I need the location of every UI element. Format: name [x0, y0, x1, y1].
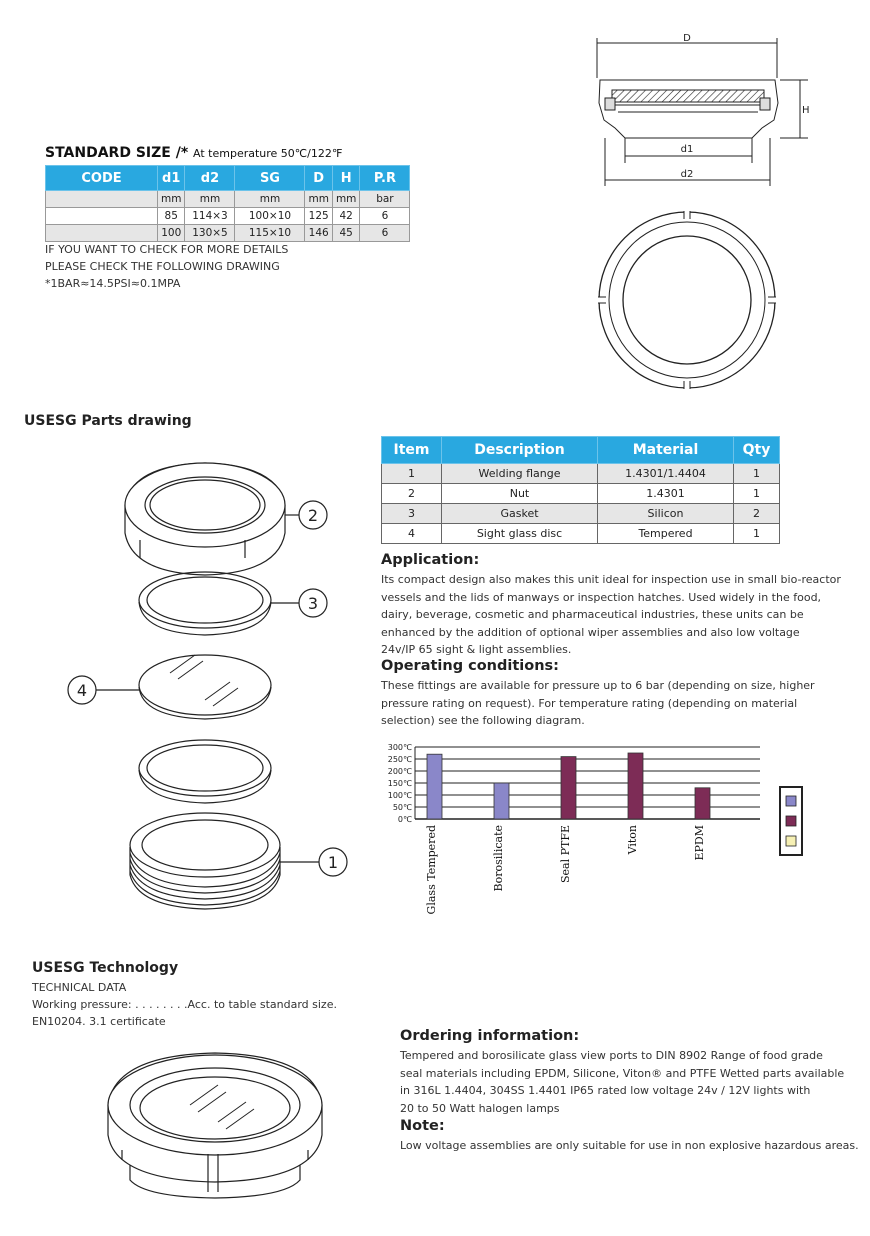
bar-borosilicate — [494, 783, 509, 819]
callout-4: 4 — [76, 681, 88, 700]
note-line: PLEASE CHECK THE FOLLOWING DRAWING — [45, 260, 280, 273]
note-line: IF YOU WANT TO CHECK FOR MORE DETAILS — [45, 243, 289, 256]
label-d1: d1 — [680, 144, 694, 155]
table-cell — [46, 208, 158, 225]
table-cell: Sight glass disc — [442, 524, 598, 544]
text-line: Tempered and borosilicate glass view ports to DIN 8902 Range of food grade — [400, 1049, 823, 1062]
nut-inner-ring — [623, 236, 751, 364]
table-cell: 2 — [382, 484, 442, 504]
x-category-label: Borosilicate — [492, 825, 505, 892]
table-cell: 45 — [332, 225, 359, 242]
bar-viton — [628, 753, 643, 819]
unit-cell: mm — [332, 191, 359, 208]
parts-exploded-drawing — [60, 455, 360, 915]
table-cell: Nut — [442, 484, 598, 504]
operating-title: Operating conditions: — [381, 658, 559, 674]
table-cell: 146 — [305, 225, 332, 242]
unit-cell: mm — [235, 191, 305, 208]
table-cell: 1.4301 — [598, 484, 734, 504]
unit-cell: mm — [185, 191, 235, 208]
unit-cell: mm — [158, 191, 185, 208]
y-tick-label: 200℃ — [387, 767, 412, 776]
table-cell: Silicon — [598, 504, 734, 524]
callout-3: 3 — [307, 594, 319, 613]
table-row — [46, 225, 410, 242]
col-header: SG — [235, 166, 305, 191]
table-cell: 4 — [382, 524, 442, 544]
text-line: Its compact design also makes this unit ideal for inspection use in small bio-reactor — [381, 573, 841, 586]
label-D: D — [683, 33, 691, 44]
nut-outer-ring — [599, 212, 775, 388]
table-row — [382, 464, 780, 484]
y-tick-label: 50℃ — [392, 803, 412, 812]
callout-2: 2 — [307, 506, 319, 525]
y-tick-label: 300℃ — [387, 743, 412, 752]
note-title: Note: — [400, 1118, 445, 1134]
table-cell: 115×10 — [235, 225, 305, 242]
table-cell: Welding flange — [442, 464, 598, 484]
bar-seal-ptfe — [561, 757, 576, 819]
table-cell — [46, 225, 158, 242]
parts-table — [381, 436, 780, 544]
y-tick-label: 0℃ — [397, 815, 412, 824]
table-header-row — [46, 166, 410, 191]
parts-drawing-title: USESG Parts drawing — [24, 413, 192, 429]
col-header: d1 — [158, 166, 185, 191]
table-cell: Tempered — [598, 524, 734, 544]
table-cell: 100×10 — [235, 208, 305, 225]
table-cell: 2 — [734, 504, 780, 524]
text-line: pressure rating on request). For temperature rating (depending on material — [381, 696, 798, 710]
text-line: in 316L 1.4404, 304SS 1.4401 IP65 rated low voltage 24v / 12V lights with — [400, 1084, 811, 1097]
welding-flange-part — [130, 813, 280, 909]
standard-size-notes — [45, 241, 288, 292]
technology-text — [32, 979, 337, 1030]
text-line: selection) see the following diagram. — [381, 714, 585, 727]
standard-size-heading — [45, 145, 342, 161]
unit-cell: bar — [360, 191, 410, 208]
x-category-label: Glass Tempered — [425, 825, 438, 915]
y-tick-label: 250℃ — [387, 755, 412, 764]
y-tick-label: 100℃ — [387, 791, 412, 800]
table-row — [382, 524, 780, 544]
gasket-part — [139, 572, 271, 635]
glass-disc-part — [139, 655, 271, 719]
text-line: 20 to 50 Watt halogen lamps — [400, 1101, 560, 1115]
unit-cell — [46, 191, 158, 208]
col-header: CODE — [46, 166, 158, 191]
application-title: Application: — [381, 552, 480, 568]
section-outline — [599, 80, 778, 138]
bar-epdm — [695, 788, 710, 819]
ordering-title: Ordering information: — [400, 1028, 580, 1044]
dimension-drawing — [580, 28, 830, 403]
y-tick-label: 150℃ — [387, 779, 412, 788]
legend-swatch — [786, 796, 796, 806]
standard-size-title: STANDARD SIZE /* — [45, 145, 189, 161]
table-cell: 1.4301/1.4404 — [598, 464, 734, 484]
table-cell: 125 — [305, 208, 332, 225]
nut-part — [125, 463, 285, 575]
technology-title: USESG Technology — [32, 960, 179, 976]
table-cell: 85 — [158, 208, 185, 225]
table-row — [46, 208, 410, 225]
table-row — [382, 484, 780, 504]
text-line: TECHNICAL DATA — [32, 981, 127, 994]
label-H: H — [802, 105, 810, 116]
text-line: Working pressure: . . . . . . . .Acc. to table standard size. — [32, 998, 337, 1011]
col-header: d2 — [185, 166, 235, 191]
assembled-sight-glass-drawing — [100, 1050, 340, 1200]
unit-cell: mm — [305, 191, 332, 208]
col-header: Qty — [734, 437, 780, 464]
table-header-row — [382, 437, 780, 464]
glass-hatch — [612, 90, 764, 102]
bar-glass-tempered — [427, 754, 442, 819]
legend-swatch — [786, 816, 796, 826]
label-d2: d2 — [680, 169, 694, 180]
table-cell: 6 — [360, 208, 410, 225]
col-header: H — [332, 166, 359, 191]
table-cell: 1 — [734, 464, 780, 484]
temperature-chart — [360, 735, 820, 920]
table-cell: 3 — [382, 504, 442, 524]
operating-text — [381, 677, 815, 730]
table-row — [382, 504, 780, 524]
callout-1: 1 — [327, 853, 339, 872]
x-category-label: Viton — [626, 825, 639, 855]
text-line: seal materials including EPDM, Silicone, Viton® and PTFE Wetted parts available — [400, 1066, 845, 1080]
col-header: Material — [598, 437, 734, 464]
legend-swatch — [786, 836, 796, 846]
text-line: These fittings are available for pressure up to 6 bar (depending on size, higher — [381, 679, 815, 692]
text-line: enhanced by the addition of optional wiper assemblies and also low voltage — [381, 625, 800, 639]
standard-size-subtitle: At temperature 50℃/122℉ — [193, 147, 343, 160]
text-line: vessels and the lids of manways or inspection hatches. Used widely in the food, — [381, 590, 822, 604]
table-cell: 1 — [382, 464, 442, 484]
text-line: dairy, beverage, cosmetic and pharmaceutical industries, these units can be — [381, 608, 804, 621]
ordering-text — [400, 1047, 844, 1117]
x-category-label: Seal PTFE — [559, 825, 572, 884]
units-row — [46, 191, 410, 208]
table-cell: 42 — [332, 208, 359, 225]
gasket-part-2 — [139, 740, 271, 803]
table-cell: 6 — [360, 225, 410, 242]
col-header: Item — [382, 437, 442, 464]
table-cell: Gasket — [442, 504, 598, 524]
x-category-label: EPDM — [693, 825, 706, 861]
note-text: Low voltage assemblies are only suitable for use in non explosive hazardous areas. — [400, 1139, 859, 1152]
note-line: *1BAR≈14.5PSI≈0.1MPA — [45, 277, 181, 290]
application-text — [381, 571, 841, 659]
col-header: Description — [442, 437, 598, 464]
col-header: D — [305, 166, 332, 191]
table-cell: 100 — [158, 225, 185, 242]
text-line: 24v/IP 65 sight & light assemblies. — [381, 643, 572, 656]
table-cell: 130×5 — [185, 225, 235, 242]
table-cell: 114×3 — [185, 208, 235, 225]
standard-size-table — [45, 165, 410, 242]
col-header: P.R — [360, 166, 410, 191]
table-cell: 1 — [734, 484, 780, 504]
table-cell: 1 — [734, 524, 780, 544]
text-line: EN10204. 3.1 certificate — [32, 1015, 166, 1028]
